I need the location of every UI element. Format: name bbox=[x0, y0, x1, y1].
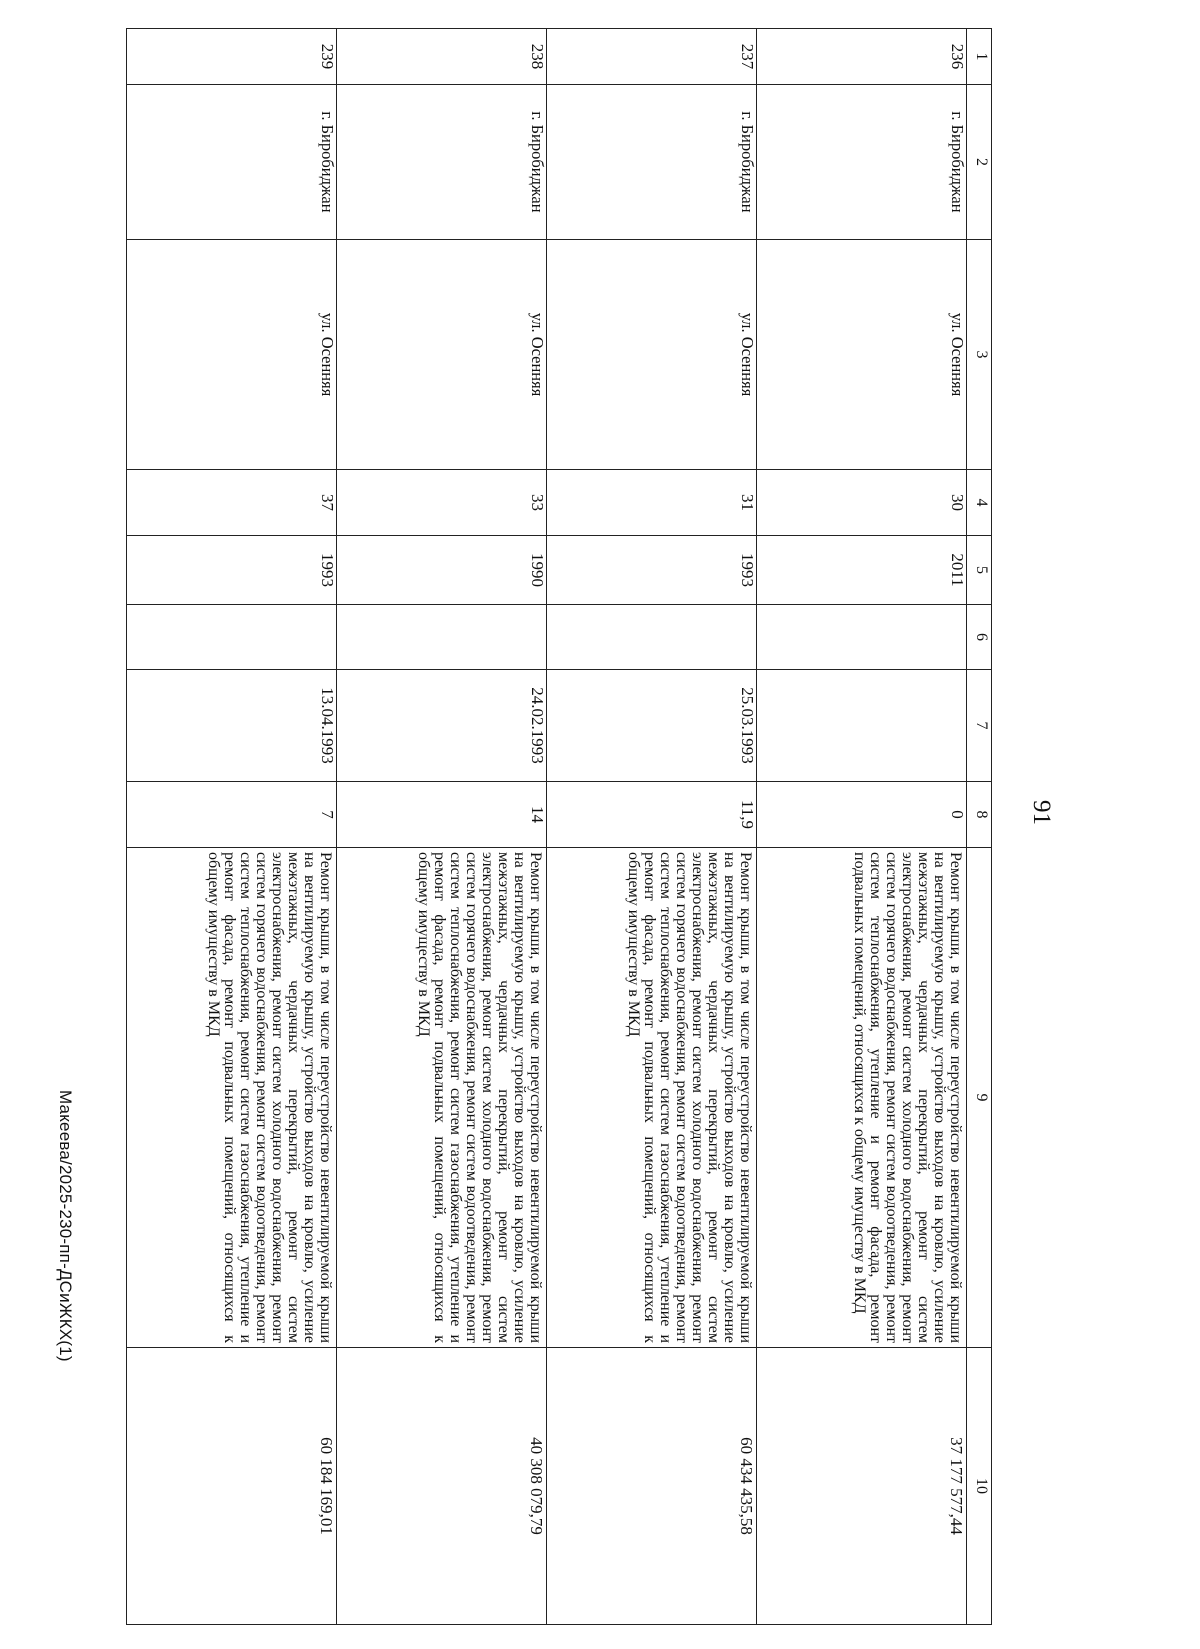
col6-cell bbox=[127, 605, 337, 670]
year-cell: 1990 bbox=[337, 536, 547, 605]
date-cell: 25.03.1993 bbox=[547, 670, 757, 782]
column-number: 2 bbox=[967, 85, 992, 240]
col8-cell: 7 bbox=[127, 782, 337, 848]
works-cell: Ремонт крыши, в том числе переустройство невентилируемой крыши на вентилируемую крышу, устройство выходов на кровлю, усиление межэтажных, чердачных перекрытий, ремонт систем электроснабжения, ремонт систем холодного водоснабжения, ремонт систем горячего водоснабжения, ремонт систем водоотведения, ремонт систем теплоснабжения, утепление и ремонт фасада, ремонт подвальных помещений, относящихся к общему имуществу в МКД bbox=[757, 848, 967, 1348]
column-number-row bbox=[967, 29, 992, 1625]
cost-cell: 60 434 435,58 bbox=[547, 1348, 757, 1625]
cost-cell: 60 184 169,01 bbox=[127, 1348, 337, 1625]
col8-cell: 0 bbox=[757, 782, 967, 848]
works-cell: Ремонт крыши, в том числе переустройство невентилируемой крыши на вентилируемую крышу, устройство выходов на кровлю, усиление межэтажных, чердачных перекрытий, ремонт систем электроснабжения, ремонт систем холодного водоснабжения, ремонт систем горячего водоснабжения, ремонт систем водоотведения, ремонт систем теплоснабжения, ремонт систем газоснабжения, утепление и ремонт фасада, ремонт подвальных помещений, относящихся к общему имуществу в МКД bbox=[547, 848, 757, 1348]
row-number: 237 bbox=[547, 29, 757, 85]
year-cell: 1993 bbox=[547, 536, 757, 605]
repair-table bbox=[126, 28, 992, 1625]
page-number: 91 bbox=[1028, 800, 1055, 825]
works-cell: Ремонт крыши, в том числе переустройство невентилируемой крыши на вентилируемую крышу, устройство выходов на кровлю, усиление межэтажных, чердачных перекрытий, ремонт систем электроснабжения, ремонт систем холодного водоснабжения, ремонт систем горячего водоснабжения, ремонт систем водоотведения, ремонт систем теплоснабжения, ремонт систем газоснабжения, утепление и ремонт фасада, ремонт подвальных помещений, относящихся к общему имуществу в МКД bbox=[127, 848, 337, 1348]
col6-cell bbox=[757, 605, 967, 670]
street-cell: ул. Осенняя bbox=[337, 240, 547, 470]
column-number: 9 bbox=[967, 848, 992, 1348]
col6-cell bbox=[547, 605, 757, 670]
house-cell: 31 bbox=[547, 470, 757, 536]
year-cell: 1993 bbox=[127, 536, 337, 605]
cost-cell: 37 177 577,44 bbox=[757, 1348, 967, 1625]
column-number: 1 bbox=[967, 29, 992, 85]
street-cell: ул. Осенняя bbox=[757, 240, 967, 470]
city-cell: г. Биробиджан bbox=[757, 85, 967, 240]
document-footer: Макеева/2025-230-пп-ДСиЖКХ(1) bbox=[56, 1090, 75, 1362]
row-number: 236 bbox=[757, 29, 967, 85]
street-cell: ул. Осенняя bbox=[127, 240, 337, 470]
city-cell: г. Биробиджан bbox=[127, 85, 337, 240]
street-cell: ул. Осенняя bbox=[547, 240, 757, 470]
table-row bbox=[337, 29, 547, 1625]
row-number: 239 bbox=[127, 29, 337, 85]
column-number: 10 bbox=[967, 1348, 992, 1625]
date-cell: 24.02.1993 bbox=[337, 670, 547, 782]
column-number: 8 bbox=[967, 782, 992, 848]
col6-cell bbox=[337, 605, 547, 670]
row-number: 238 bbox=[337, 29, 547, 85]
column-number: 5 bbox=[967, 536, 992, 605]
col8-cell: 14 bbox=[337, 782, 547, 848]
table-row bbox=[547, 29, 757, 1625]
column-number: 4 bbox=[967, 470, 992, 536]
house-cell: 33 bbox=[337, 470, 547, 536]
column-number: 6 bbox=[967, 605, 992, 670]
cost-cell: 40 308 079,79 bbox=[337, 1348, 547, 1625]
date-cell bbox=[757, 670, 967, 782]
table-row bbox=[757, 29, 967, 1625]
col8-cell: 11,9 bbox=[547, 782, 757, 848]
column-number: 7 bbox=[967, 670, 992, 782]
column-number: 3 bbox=[967, 240, 992, 470]
house-cell: 30 bbox=[757, 470, 967, 536]
city-cell: г. Биробиджан bbox=[547, 85, 757, 240]
city-cell: г. Биробиджан bbox=[337, 85, 547, 240]
table-row bbox=[127, 29, 337, 1625]
works-cell: Ремонт крыши, в том числе переустройство невентилируемой крыши на вентилируемую крышу, устройство выходов на кровлю, усиление межэтажных, чердачных перекрытий, ремонт систем электроснабжения, ремонт систем холодного водоснабжения, ремонт систем горячего водоснабжения, ремонт систем водоотведения, ремонт систем теплоснабжения, ремонт систем газоснабжения, утепление и ремонт фасада, ремонт подвальных помещений, относящихся к общему имуществу в МКД bbox=[337, 848, 547, 1348]
date-cell: 13.04.1993 bbox=[127, 670, 337, 782]
house-cell: 37 bbox=[127, 470, 337, 536]
year-cell: 2011 bbox=[757, 536, 967, 605]
